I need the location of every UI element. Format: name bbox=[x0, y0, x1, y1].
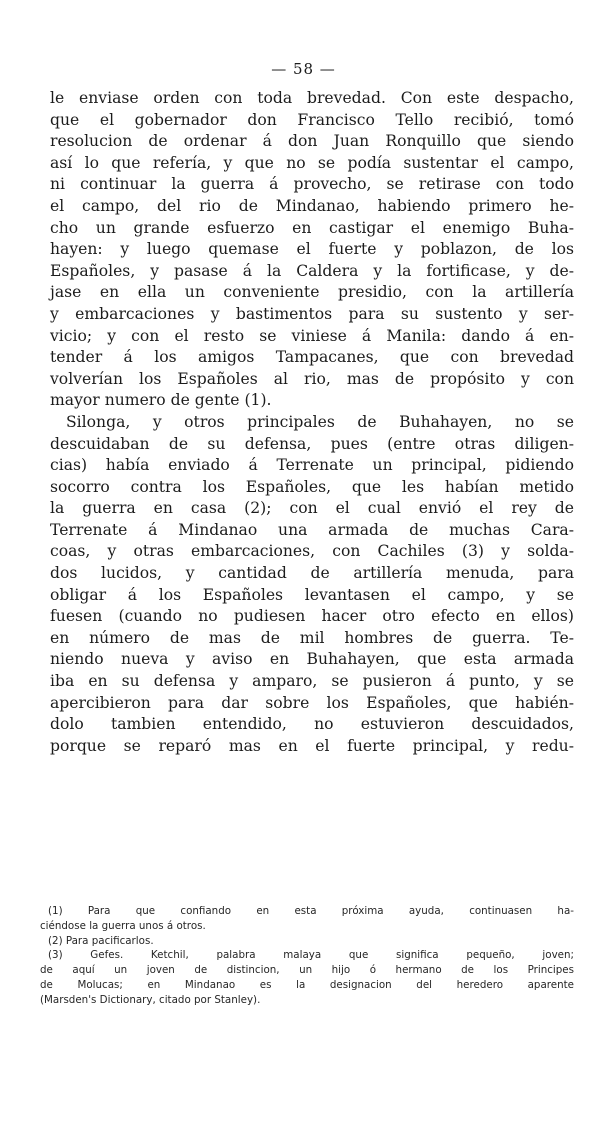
text-line: el campo, del rio de Mindanao, habiendo primero he- bbox=[50, 196, 574, 215]
text-line: Españoles, y pasase á la Caldera y la fortificase, y de- bbox=[50, 261, 574, 280]
text-line: en número de mas de mil hombres de guerra. Te- bbox=[50, 628, 574, 647]
text-line: coas, y otras embarcaciones, con Cachiles (3) y solda- bbox=[50, 542, 574, 561]
text-line: mayor numero de gente (1). bbox=[50, 391, 272, 410]
text-line: socorro contra los Españoles, que les habían metido bbox=[50, 477, 574, 496]
text-line: que el gobernador don Francisco Tello recibió, tomó bbox=[50, 110, 574, 129]
text-line: descuidaban de su defensa, pues (entre otras diligen- bbox=[50, 434, 574, 453]
text-line: cho un grande esfuerzo en castigar el enemigo Buha- bbox=[50, 218, 574, 237]
text-line: hayen: y luego quemase el fuerte y poblazon, de los bbox=[50, 240, 574, 259]
text-line: jase en ella un conveniente presidio, con la artillería bbox=[50, 283, 574, 302]
footnote-2: (2) Para pacificarlos. bbox=[48, 934, 154, 947]
paragraph-1 bbox=[50, 88, 574, 412]
footnote-3-continued: (Marsden's Dictionary, citado por Stanley). bbox=[40, 993, 261, 1006]
text-line: tender á los amigos Tampacanes, que con brevedad bbox=[50, 348, 574, 367]
footnote-1: (1) Para que confiando en esta próxima ayuda, continuasen ha- bbox=[48, 905, 574, 917]
body-text bbox=[50, 88, 574, 757]
text-line: resolucion de ordenar á don Juan Ronquillo que siendo bbox=[50, 132, 574, 151]
text-line: niendo nueva y aviso en Buhahayen, que esta armada bbox=[50, 650, 574, 669]
text-line: apercibieron para dar sobre los Españoles, que habién- bbox=[50, 693, 574, 712]
text-line: volverían los Españoles al rio, mas de propósito y con bbox=[50, 369, 574, 388]
text-line: Silonga, y otros principales de Buhahayen, no se bbox=[66, 412, 574, 431]
text-line: y embarcaciones y bastimentos para su sustento y ser- bbox=[50, 304, 574, 323]
footnotes bbox=[40, 904, 574, 1008]
footnote-3-continued: de aquí un joven de distincion, un hijo ó hermano de los Principes bbox=[40, 964, 574, 977]
page-number: — 58 — bbox=[271, 60, 336, 78]
text-line: cias) había enviado á Terrenate un principal, pidiendo bbox=[50, 456, 574, 475]
text-line: obligar á los Españoles levantasen el campo, y se bbox=[50, 585, 574, 604]
text-line: la guerra en casa (2); con el cual envió el rey de bbox=[50, 499, 574, 518]
text-line: dolo tambien entendido, no estuvieron descuidados, bbox=[50, 715, 574, 734]
text-line: ni continuar la guerra á provecho, se retirase con todo bbox=[50, 175, 574, 194]
text-line: vicio; y con el resto se viniese á Manila: dando á en- bbox=[50, 326, 574, 345]
text-line: porque se reparó mas en el fuerte principal, y redu- bbox=[50, 736, 574, 755]
footnote-3-continued: de Molucas; en Mindanao es la designacion del heredero aparente bbox=[40, 978, 574, 991]
footnote-3: (3) Gefes. Ketchil, palabra malaya que significa pequeño, joven; bbox=[48, 949, 574, 962]
text-line: así lo que refería, y que no se podía sustentar el campo, bbox=[50, 153, 574, 172]
text-line: fuesen (cuando no pudiesen hacer otro efecto en ellos) bbox=[50, 607, 574, 626]
text-line: Terrenate á Mindanao una armada de muchas Cara- bbox=[50, 520, 574, 539]
text-line: dos lucidos, y cantidad de artillería menuda, para bbox=[50, 564, 574, 583]
footnote-1-continued: ciéndose la guerra unos á otros. bbox=[40, 919, 206, 932]
paragraph-2 bbox=[50, 412, 574, 758]
text-line: iba en su defensa y amparo, se pusieron á punto, y se bbox=[50, 672, 574, 691]
text-line: le enviase orden con toda brevedad. Con este despacho, bbox=[50, 89, 574, 107]
